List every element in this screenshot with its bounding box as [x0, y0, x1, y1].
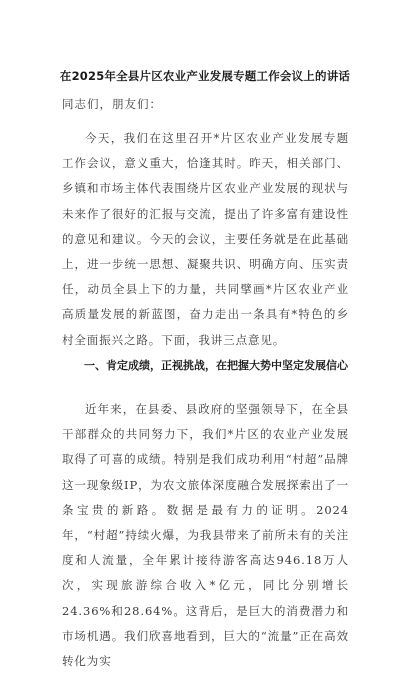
document-title: 在2025年全县片区农业产业发展专题工作会议上的讲话 — [59, 69, 351, 83]
section-heading-1: 一、肯定成绩，正视挑战，在把握大势中坚定发展信心 — [84, 359, 348, 372]
paragraph-achievements: 近年来，在县委、县政府的坚强领导下，在全县干部群众的共同努力下，我们*片区的农业产业发展取得了可喜的成绩。特别是我们成功利用“村超”品牌这一现象级IP，为农文旅体深度融合发展探索出了一条宝贵的新路。数据是最有力的证明。2024年，“村超”持续火爆，为我县带来了前所未有的关注度和人流量，全年累计接待游客高达946.18万人次，实现旅游综合收入*亿元，同比分别增长24.36%和28.64%。这背后，是巨大的消费潜力和市场机遇。我们欣喜地看到，巨大的“流量”正在高效转化为实 — [62, 402, 349, 669]
greeting-text: 同志们，朋友们： — [62, 97, 162, 111]
paragraph-opening: 今天，我们在这里召开*片区农业产业发展专题工作会议，意义重大，恰逢其时。昨天，相关部门、乡镇和市场主体代表围绕片区农业产业发展的现状与未来作了很好的汇报与交流，提出了许多富有建设性的意见和建议。今天的会议，主要任务就是在此基础上，进一步统一思想、凝聚共识、明确方向、压实责任，动员全县上下的力量，共同擘画*片区农业产业高质量发展的新蓝图，奋力走出一条具有*特色的乡村全面振兴之路。下面，我讲三点意见。 — [62, 131, 349, 347]
